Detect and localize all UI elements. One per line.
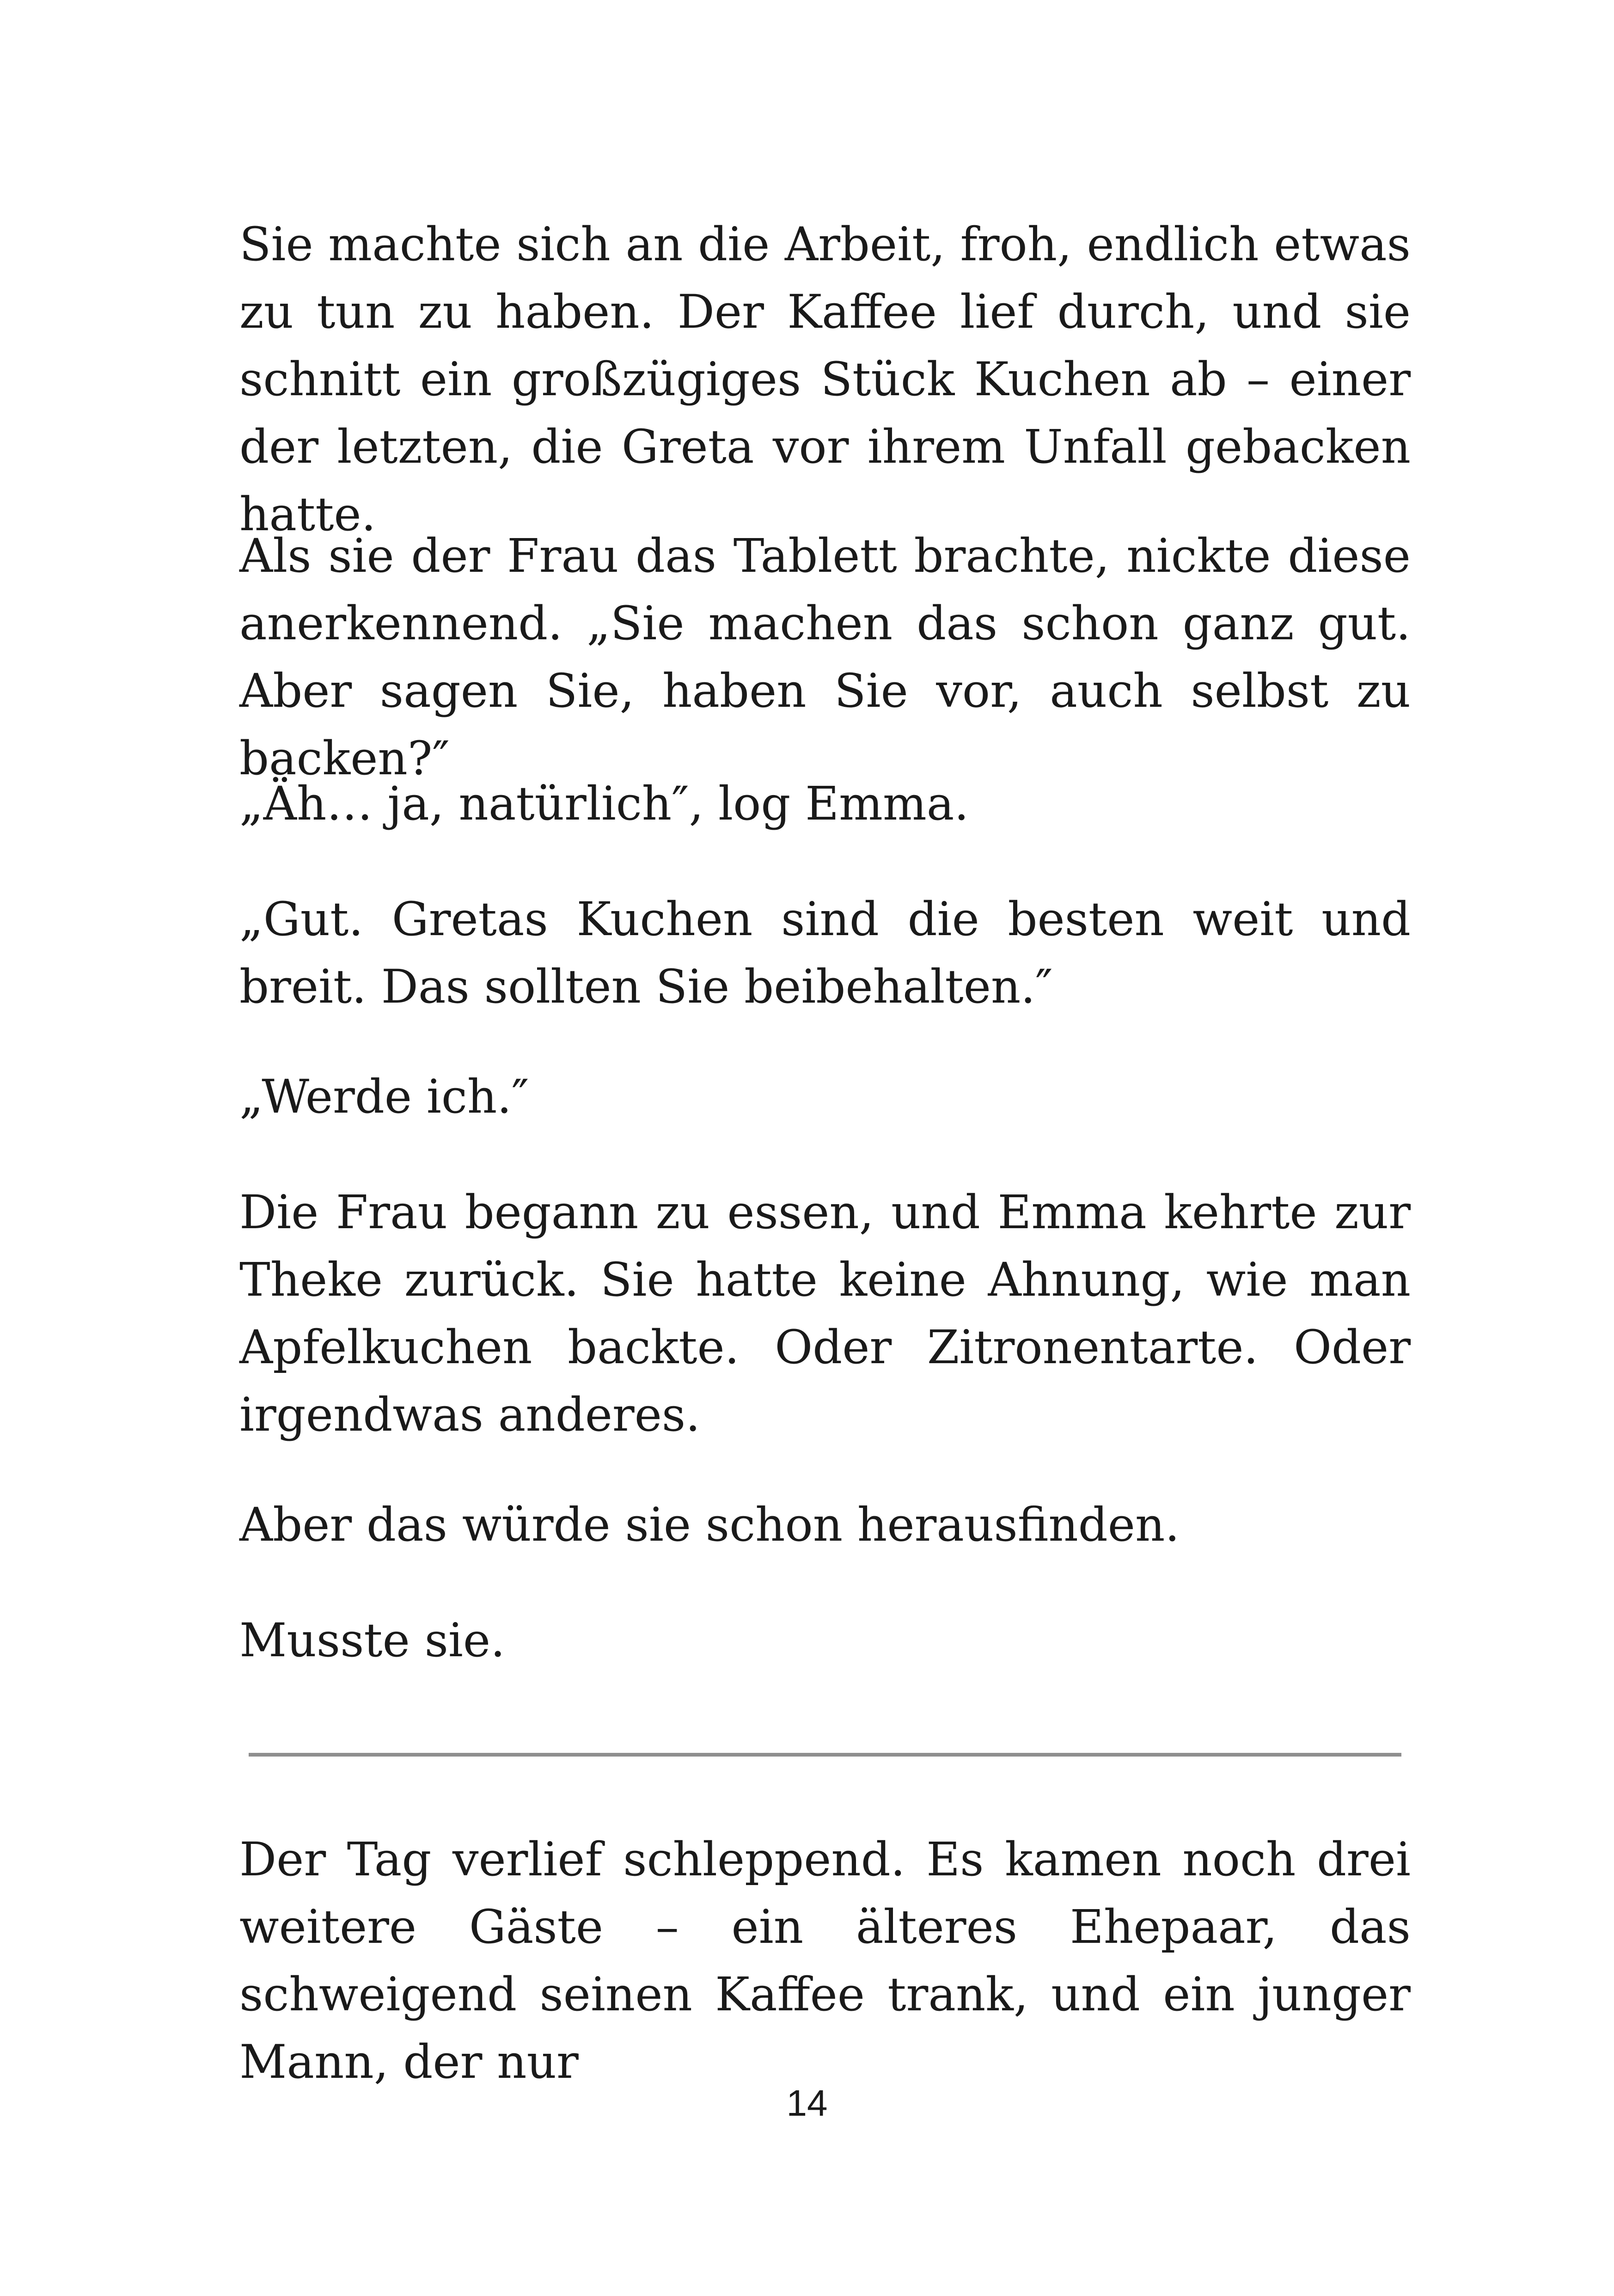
paragraph: Sie machte sich an die Arbeit, froh, endlich etwas zu tun zu haben. Der Kaffee lief durch, und sie schnitt ein großzügiges Stück Kuchen ab – einer der letzten, die Greta vor ihrem Unfall gebacken hatte.	[239, 217, 1411, 541]
paragraph: „Werde ich.″	[239, 1070, 529, 1124]
paragraph: „Äh… ja, natürlich″, log Emma.	[239, 777, 969, 831]
paragraph: Aber das würde sie schon herausfinden.	[239, 1498, 1180, 1552]
paragraph: Musste sie.	[239, 1613, 505, 1667]
paragraph: Der Tag verlief schleppend. Es kamen noch drei weitere Gäste – ein älteres Ehepaar, das schweigend seinen Kaffee trank, und ein junger Mann, der nur	[239, 1832, 1411, 2089]
page-number: 14	[786, 2082, 828, 2124]
scene-break-divider	[249, 1753, 1401, 1757]
paragraph: „Gut. Gretas Kuchen sind die besten weit und breit. Das sollten Sie beibehalten.″	[239, 892, 1411, 1014]
paragraph: Als sie der Frau das Tablett brachte, nickte diese anerkennend. „Sie machen das schon ganz gut. Aber sagen Sie, haben Sie vor, auch selbst zu backen?″	[239, 529, 1411, 785]
paragraph: Die Frau begann zu essen, und Emma kehrte zur Theke zurück. Sie hatte keine Ahnung, wie man Apfelkuchen backte. Oder Zitronentarte. Oder irgendwas anderes.	[239, 1185, 1411, 1442]
